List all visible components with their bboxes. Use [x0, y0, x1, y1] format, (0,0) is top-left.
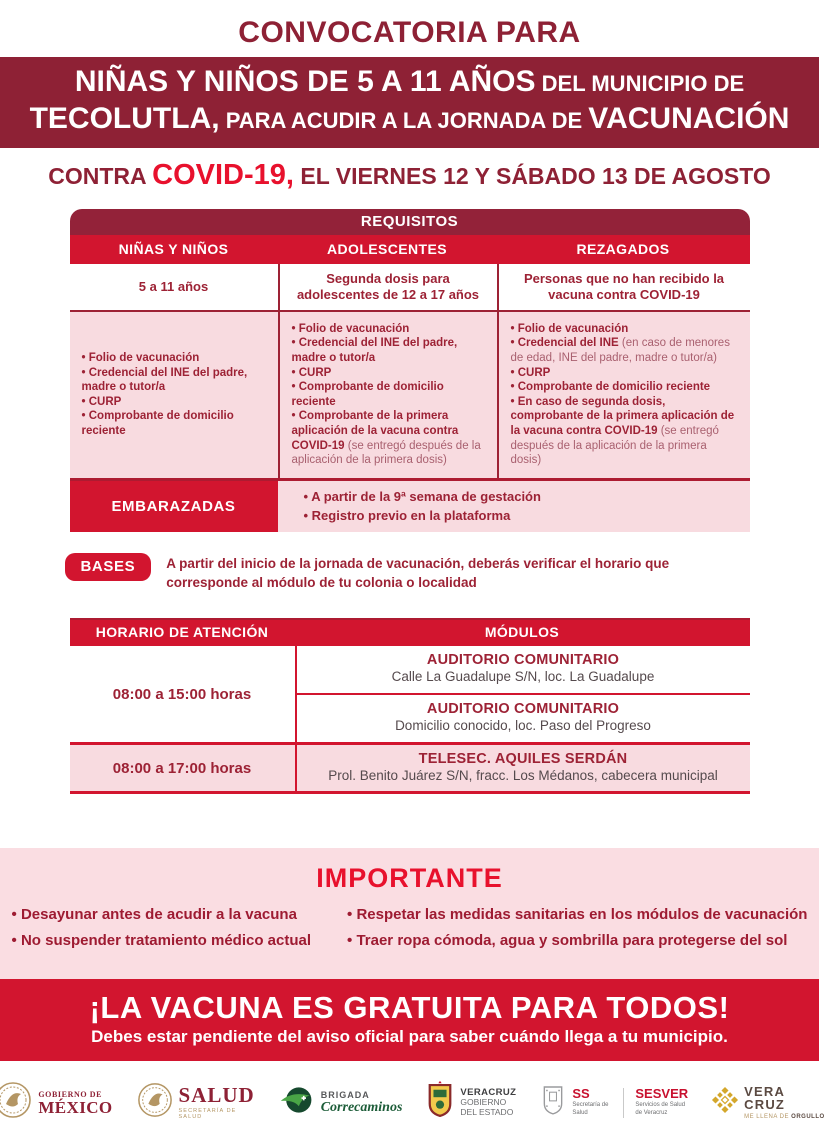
papel-picado-flower-icon: [712, 1087, 738, 1118]
logo-text: BRIGADA: [320, 1089, 370, 1100]
module-cell: [295, 695, 750, 742]
logo-text: Correcaminos: [320, 1099, 403, 1115]
importante-left-column: [12, 902, 312, 955]
module-address: Domicilio conocido, loc. Paso del Progreso: [395, 718, 651, 734]
covid-19-text: COVID-19,: [152, 158, 294, 191]
page-title: CONVOCATORIA PARA: [238, 16, 581, 49]
logo-veracruz-brand: [712, 1085, 825, 1121]
requisito-item: • Comprobante de la primera aplicación de la vacuna contra COVID-19 (se entregó después de la aplicación de la primera dosis): [292, 409, 485, 467]
bases-text: A partir del inicio de la jornada de vacunación, deberás verificar el horario que corresponde al módulo de tu colonia o localidad: [166, 556, 670, 591]
importante-item: • Traer ropa cómoda, agua y sombrilla para protegerse del sol: [347, 928, 807, 954]
module-name: AUDITORIO COMUNITARIO: [426, 701, 620, 718]
banner-line1-big: NIÑAS Y NIÑOS DE 5 A 11 AÑOS: [74, 65, 536, 98]
time-cell: 08:00 a 15:00 horas: [112, 685, 252, 703]
requisito-item: • Credencial del INE del padre, madre o tutor/a: [82, 366, 266, 395]
module-address: Prol. Benito Juárez S/N, fracc. Los Médanos, cabecera municipal: [328, 768, 718, 784]
module-name: AUDITORIO COMUNITARIO: [426, 652, 620, 669]
bottom-banner: [0, 979, 819, 1061]
requisito-item: • CURP: [511, 366, 738, 381]
subline-pre: CONTRA: [48, 162, 153, 189]
bottom-banner-title: ¡LA VACUNA ES GRATUITA PARA TODOS!: [89, 989, 730, 1025]
logo-text: GOBIERNO: [460, 1097, 507, 1108]
banner-line2-big1: TECOLUTLA,: [29, 101, 220, 135]
embarazadas-items: [278, 481, 750, 533]
logo-text: GOBIERNO DE: [38, 1089, 103, 1099]
banner-line1-small: DEL MUNICIPIO DE: [535, 71, 745, 96]
logo-text: CRUZ: [744, 1097, 786, 1113]
header-banner: [0, 57, 819, 148]
logo-text: Servicios de Salud de Veracruz: [635, 1102, 686, 1117]
logo-text: VERACRUZ: [460, 1087, 517, 1099]
embarazadas-row: [70, 478, 750, 533]
subheader-rezagados: Personas que no han recibido la vacuna contra COVID-19: [497, 264, 750, 310]
logo-text: SALUD: [178, 1083, 255, 1108]
banner-line2-small: PARA ACUDIR A LA JORNADA DE: [219, 107, 589, 133]
logo-salud: [137, 1082, 255, 1123]
requisito-item: • Comprobante de domicilio reciente: [292, 380, 485, 409]
logo-ss-sesver: [540, 1083, 688, 1122]
banner-line-1: [0, 64, 819, 101]
requisito-item: • CURP: [82, 395, 266, 410]
requisitos-list-adolescentes: [278, 312, 497, 478]
banner-line-2: [0, 101, 819, 138]
requisito-item: • Comprobante de domicilio reciente: [82, 409, 266, 438]
footer-logos: [0, 1061, 825, 1145]
column-header-rezagados: REZAGADOS: [576, 240, 670, 257]
importante-item: • Desayunar antes de acudir a la vacuna: [12, 902, 312, 928]
horario-header-modules: MÓDULOS: [484, 624, 560, 641]
requisitos-list-ninas: [70, 312, 278, 478]
logo-text: VERA: [744, 1083, 786, 1099]
date-subline: [0, 159, 819, 192]
requisito-item: • En caso de segunda dosis, comprobante de la primera aplicación de la vacuna contra COVID-19 (se entregó después de la aplicación de la primera dosis): [511, 395, 738, 468]
logo-text: DEL ESTADO: [460, 1107, 514, 1118]
salud-eagle-seal-icon: [137, 1082, 173, 1123]
requisitos-body: [70, 312, 750, 478]
column-header-ninas: NIÑAS Y NIÑOS: [118, 240, 229, 257]
logo-text: Secretaría de Salud: [572, 1102, 609, 1117]
logo-text: MÉXICO: [38, 1097, 113, 1117]
importante-section: [0, 848, 819, 979]
module-name: TELESEC. AQUILES SERDÁN: [418, 751, 628, 768]
ss-shield-icon: [540, 1083, 566, 1122]
subline-post: EL VIERNES 12 Y SÁBADO 13 DE AGOSTO: [293, 162, 771, 189]
embarazadas-item: • A partir de la 9ª semana de gestación: [304, 488, 750, 507]
embarazadas-label: EMBARAZADAS: [70, 481, 278, 533]
requisitos-title: REQUISITOS: [70, 209, 750, 235]
bases-badge: BASES: [65, 553, 152, 581]
banner-line2-big2: VACUNACIÓN: [588, 101, 790, 135]
subheader-ninas: 5 a 11 años: [138, 278, 209, 294]
requisito-item: • Credencial del INE del padre, madre o tutor/a: [292, 336, 485, 365]
mexico-eagle-seal-icon: [0, 1081, 32, 1124]
module-address: Calle La Guadalupe S/N, loc. La Guadalupe: [391, 669, 655, 685]
module-cell: [295, 745, 750, 791]
embarazadas-item: • Registro previo en la plataforma: [304, 507, 750, 526]
logo-text: SS: [572, 1086, 590, 1102]
requisitos-subheaders: [70, 264, 750, 312]
logo-text: SESVER: [635, 1086, 689, 1102]
requisito-item: • Folio de vacunación: [511, 322, 738, 337]
column-header-adolescentes: ADOLESCENTES: [327, 240, 447, 257]
importante-item: • No suspender tratamiento médico actual: [12, 928, 312, 954]
importante-title: IMPORTANTE: [316, 863, 503, 894]
importante-columns: [0, 902, 819, 955]
logo-divider: [623, 1088, 624, 1118]
logo-tagline: ME LLENA DE ORGULLO: [744, 1114, 825, 1121]
bases-section: [65, 553, 755, 593]
logo-gobierno-de-mexico: [0, 1081, 113, 1124]
horario-row-1: [70, 646, 750, 742]
veracruz-shield-icon: [426, 1082, 454, 1123]
requisito-item: • Credencial del INE (en caso de menores de edad, INE del padre, madre o tutor/a): [511, 336, 738, 365]
importante-item: • Respetar las medidas sanitarias en los módulos de vacunación: [347, 902, 807, 928]
requisitos-table: [70, 209, 750, 533]
requisito-item: • Folio de vacunación: [82, 351, 266, 366]
bottom-banner-subtitle: Debes estar pendiente del aviso oficial para saber cuándo llega a tu municipio.: [91, 1026, 728, 1046]
requisitos-list-rezagados: [497, 312, 750, 478]
importante-right-column: [347, 902, 807, 955]
requisitos-column-headers: [70, 235, 750, 264]
subheader-adolescentes: Segunda dosis para adolescentes de 12 a 17 años: [278, 264, 497, 310]
requisito-item: • Folio de vacunación: [292, 322, 485, 337]
horario-header-time: HORARIO DE ATENCIÓN: [95, 624, 269, 641]
horario-header: [70, 620, 750, 646]
requisito-item: • CURP: [292, 366, 485, 381]
logo-brigada-correcaminos: [279, 1084, 403, 1121]
logo-text: SECRETARÍA DE SALUD: [178, 1108, 237, 1121]
logo-veracruz-gobierno: [426, 1082, 516, 1123]
horario-table: [70, 618, 750, 794]
horario-row-2: [70, 742, 750, 791]
module-cell: [295, 646, 750, 695]
requisito-item: • Comprobante de domicilio reciente: [511, 380, 738, 395]
time-cell: 08:00 a 17:00 horas: [112, 759, 252, 777]
roadrunner-icon: [279, 1084, 315, 1121]
